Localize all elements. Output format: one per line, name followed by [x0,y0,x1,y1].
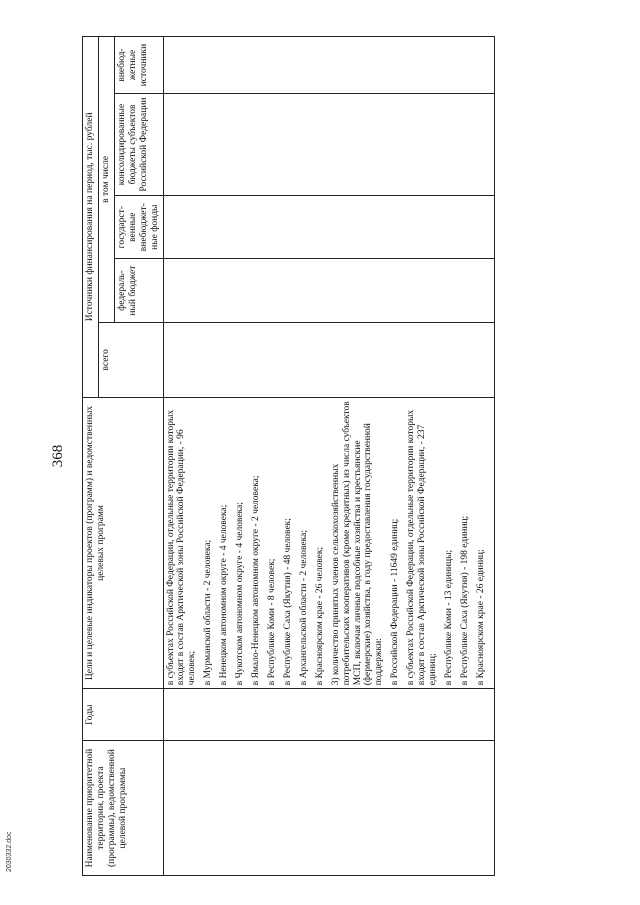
header-state-funds: государст-венные внебюджет-ные фонды [114,195,163,258]
goal-line: в Красноярском крае - 26 единиц; [475,549,486,686]
header-extrabudget: внебюд-жетные источники [114,37,163,94]
goals-list [166,401,487,686]
file-footer: 2030332.doc [6,831,13,872]
goal-line: в Мурманской области - 2 человека; [203,539,214,686]
goal-line: в Республике Коми - 13 единицы; [443,549,454,686]
header-name: Наименование приоритетной территории, проекта (программы), ведомственной целевой программы [83,741,164,876]
goal-line: в Республике Саха (Якутия) - 48 человек; [282,518,293,686]
goal-line: в Ямало-Ненецком автономном округе - 2 человека; [251,475,262,686]
goal-line: в Чукотском автономном округе - 4 человека; [235,502,246,686]
goal-line: в Ненецком автономном округе - 4 человека; [219,504,230,686]
goal-line: в Красноярском крае - 26 человек; [314,546,325,686]
goal-line: в Российской Федерации - 11649 единиц; [390,518,401,686]
table-header-row-1 [83,37,99,876]
goal-line: 3) количество принятых членов сельскохозяйственных потребительских кооперативов (кроме кредитных) из числа субъектов МСП, включая личные подсобные хозяйства и крестьянские (фермерские) хозяйства, в году предоставления государственной поддержки: [330,401,385,686]
header-federal: федераль-ный бюджет [114,259,163,322]
goal-line: в Республике Саха (Якутия) - 198 единиц; [459,515,470,686]
goal-line: в субъектах Российской Федерации, отдельные территории которых входят в состав Арктической зоны Российской Федерации, - 96 человек; [165,409,198,686]
goal-line: в субъектах Российской Федерации, отдельные территории которых входят в состав Арктической зоны Российской Федерации, - 237 единиц; [406,409,439,686]
goal-line: в Республике Коми - 8 человек; [266,558,277,686]
header-goals: Цели и целевые индикаторы проектов (программ) и ведомственных целевых программ [83,397,164,689]
header-sources: Источники финансирования на период, тыс. рублей [83,37,99,398]
cell-years [163,689,494,741]
cell-goals [163,397,494,689]
header-total: всего [98,322,163,397]
page-number: 368 [50,444,66,468]
table-body-row [163,37,494,876]
header-regional: консолидированные бюджеты субъектов Российской Федерации [114,94,163,196]
cell-federal [163,259,494,322]
cell-regional [163,94,494,196]
rotated-document-page [42,36,602,876]
cell-name [163,741,494,876]
header-years: Годы [83,689,164,741]
cell-state-funds [163,195,494,258]
financing-table [82,36,495,876]
cell-total [163,322,494,397]
cell-extrabudget [163,37,494,94]
goal-line: в Архангельской области - 2 человека; [298,530,309,686]
header-including: в том числе [98,37,114,323]
